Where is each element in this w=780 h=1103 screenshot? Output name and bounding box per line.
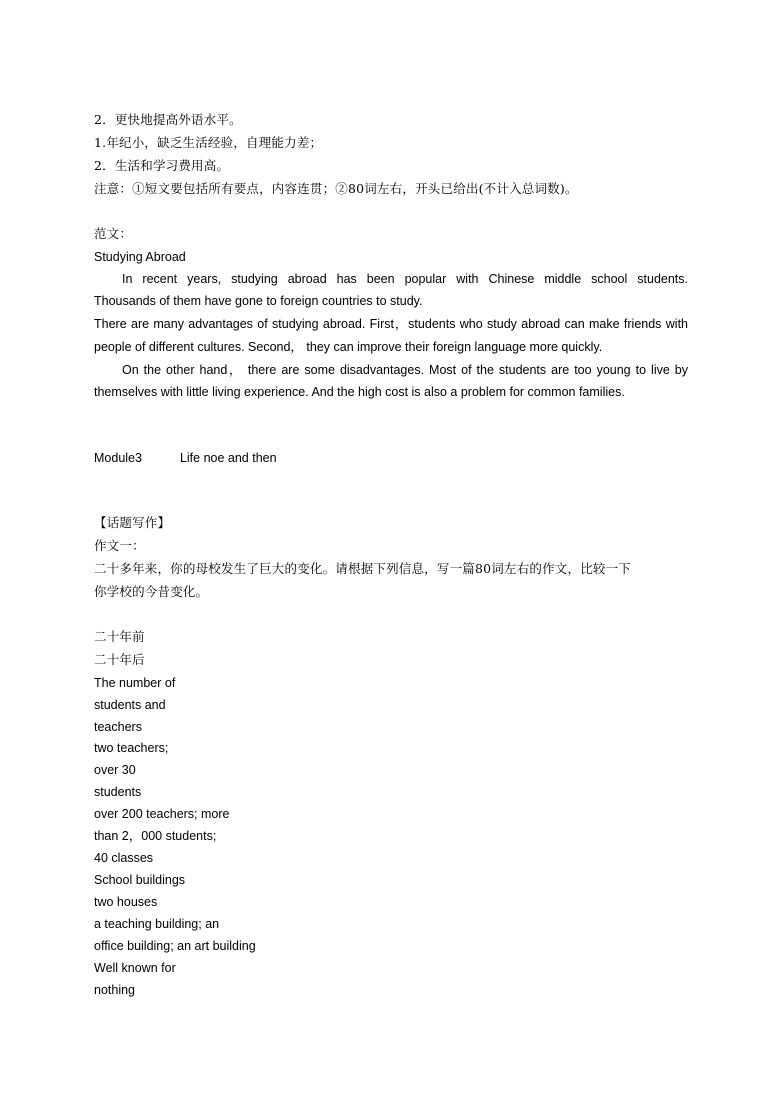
table-cell: nothing: [94, 983, 136, 997]
topic-writing-heading: 【话题写作】: [94, 515, 171, 530]
table-cell: School buildings: [94, 873, 186, 887]
table-cell: a teaching building; an: [94, 917, 220, 931]
sample-title: Studying Abroad: [94, 250, 186, 264]
table-cell: The number of: [94, 676, 176, 690]
advantage-item-2: 2．更快地提高外语水平。: [94, 112, 242, 127]
table-header-after: 二十年后: [94, 652, 145, 667]
module-number: Module3: [94, 451, 142, 465]
sample-paragraph-2-line-1: There are many advantages of studying abroad. First，students who study abroad can make friends with: [94, 317, 688, 331]
table-cell: than 2，000 students;: [94, 829, 217, 843]
table-cell: students: [94, 785, 142, 799]
table-cell: over 30: [94, 763, 136, 777]
table-cell: students and: [94, 698, 166, 712]
sample-paragraph-1-line-2: Thousands of them have gone to foreign countries to study.: [94, 294, 423, 308]
table-cell: 40 classes: [94, 851, 154, 865]
essay-prompt-line-2: 你学校的今昔变化。: [94, 584, 209, 599]
table-cell: Well known for: [94, 961, 176, 975]
sample-label: 范文：: [94, 226, 133, 241]
module-heading: [94, 450, 277, 466]
essay-label: 作文一：: [94, 538, 145, 553]
table-cell: two houses: [94, 895, 158, 909]
table-cell: over 200 teachers; more: [94, 807, 230, 821]
essay-prompt-line-1: 二十多年来，你的母校发生了巨大的变化。请根据下列信息，写一篇80词左右的作文，比较一下: [94, 561, 632, 576]
disadvantage-item-2: 2．生活和学习费用高。: [94, 158, 230, 173]
table-cell: two teachers;: [94, 741, 169, 755]
module-title: Life noe and then: [179, 451, 277, 465]
sample-paragraph-3-line-2: themselves with little living experience. And the high cost is also a problem for common families.: [94, 385, 625, 399]
table-cell: office building; an art building: [94, 939, 256, 953]
sample-paragraph-2-line-2: people of different cultures. Second， they can improve their foreign language more quickly.: [94, 340, 603, 354]
sample-paragraph-3-line-1: On the other hand， there are some disadvantages. Most of the students are too young to live by: [122, 363, 688, 377]
writing-note: 注意：①短文要包括所有要点，内容连贯；②80词左右，开头已给出(不计入总词数)。: [94, 181, 578, 196]
table-cell: teachers: [94, 720, 142, 734]
sample-paragraph-1-line-1: In recent years, studying abroad has been popular with Chinese middle school students.: [122, 272, 688, 286]
disadvantage-item-1: 1.年纪小，缺乏生活经验，自理能力差；: [94, 135, 323, 150]
table-header-before: 二十年前: [94, 629, 145, 644]
